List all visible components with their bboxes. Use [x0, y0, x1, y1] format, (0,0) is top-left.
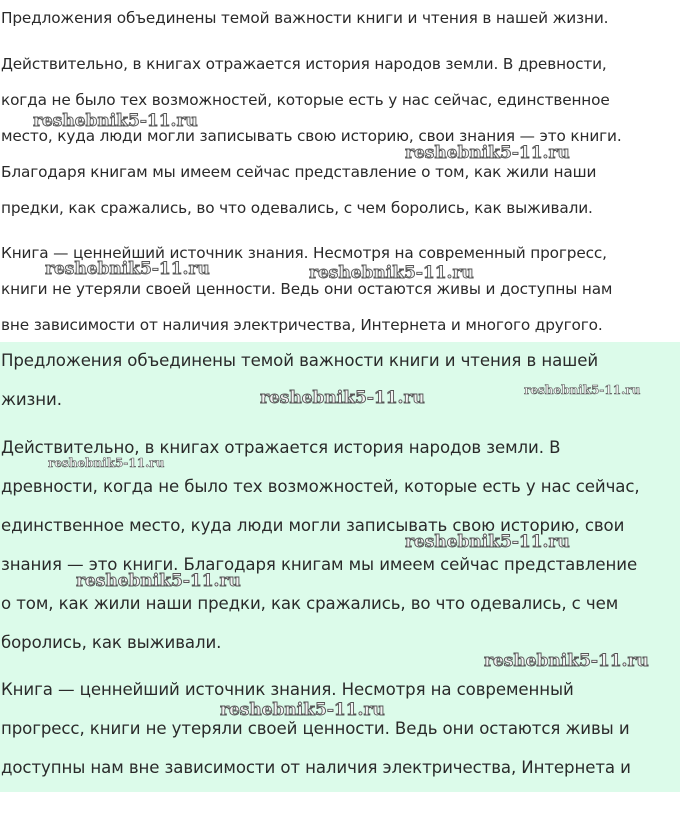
watermark-text: reshebnik5-11.ru: [309, 263, 474, 283]
paragraph-line: Книга — ценнейший источник знания. Несмотря на современный прогресс,: [1, 244, 607, 262]
paragraph-line: место, куда люди могли записывать свою историю, свои знания — это книги.: [1, 127, 622, 145]
paragraph-line: предки, как сражались, во что одевались, с чем боролись, как выживали.: [1, 199, 593, 217]
paragraph-line: когда не было тех возможностей, которые есть у нас сейчас, единственное: [1, 91, 610, 109]
watermark-text: reshebnik5-11.ru: [48, 456, 165, 470]
paragraph-line: Предложения объединены темой важности книги и чтения в нашей жизни.: [1, 9, 609, 27]
watermark-text: reshebnik5-11.ru: [405, 143, 570, 163]
watermark-text: reshebnik5-11.ru: [524, 383, 641, 397]
paragraph-line: прогресс, книги не утеряли своей ценности. Ведь они остаются живы и: [1, 719, 630, 738]
paragraph-line: единственное место, куда люди могли записывать свою историю, свои: [1, 516, 625, 535]
watermark-text: reshebnik5-11.ru: [260, 388, 425, 408]
paragraph-line: о том, как жили наши предки, как сражались, во что одевались, с чем: [1, 594, 619, 613]
paragraph-line: Книга — ценнейший источник знания. Несмотря на современный: [1, 680, 574, 699]
paragraph-line: боролись, как выживали.: [1, 633, 222, 652]
paragraph-line: книги не утеряли своей ценности. Ведь они остаются живы и доступны нам: [1, 280, 613, 298]
paragraph-line: жизни.: [1, 390, 62, 409]
paragraph-line: доступны нам вне зависимости от наличия электричества, Интернета и: [1, 758, 631, 777]
watermark-text: reshebnik5-11.ru: [484, 651, 649, 671]
paragraph-line: знания — это книги. Благодаря книгам мы имеем сейчас представление: [1, 555, 638, 574]
watermark-text: reshebnik5-11.ru: [45, 259, 210, 279]
watermark-text: reshebnik5-11.ru: [405, 532, 570, 552]
watermark-text: reshebnik5-11.ru: [76, 571, 241, 591]
text-block-bottom: [0, 342, 680, 792]
paragraph-line: Благодаря книгам мы имеем сейчас представление о том, как жили наши: [1, 163, 597, 181]
paragraph-line: древности, когда не было тех возможностей, которые есть у нас сейчас,: [1, 477, 640, 496]
watermark-text: reshebnik5-11.ru: [220, 700, 385, 720]
paragraph-line: вне зависимости от наличия электричества, Интернета и многого другого.: [1, 316, 603, 334]
watermark-text: reshebnik5-11.ru: [33, 111, 198, 131]
paragraph-line: Действительно, в книгах отражается история народов земли. В: [1, 438, 561, 457]
paragraph-line: Предложения объединены темой важности книги и чтения в нашей: [1, 351, 599, 370]
paragraph-line: Действительно, в книгах отражается история народов земли. В древности,: [1, 55, 607, 73]
text-block-top: [0, 0, 680, 342]
